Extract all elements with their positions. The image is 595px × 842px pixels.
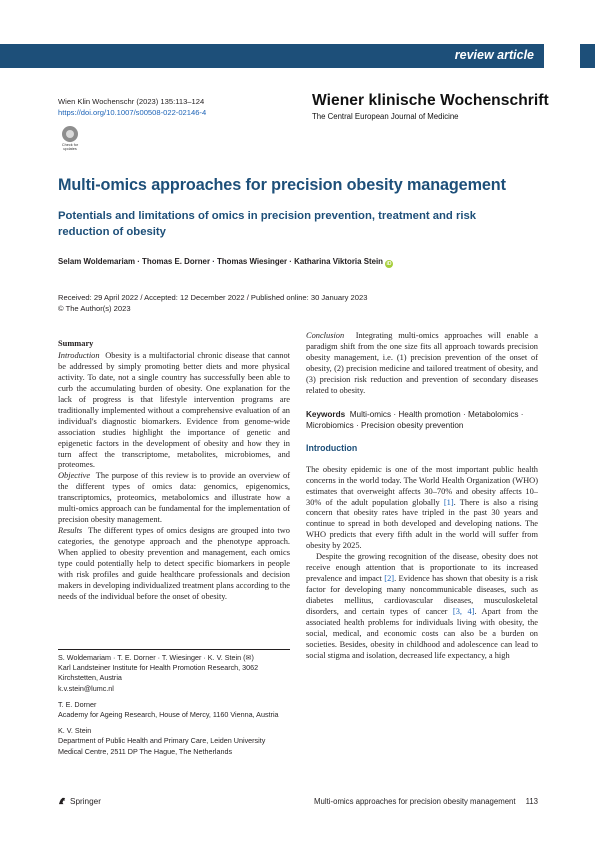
summary-introduction xyxy=(58,351,290,471)
citation-block xyxy=(58,96,206,118)
objective-text: The purpose of this review is to provide an overview of the different types of omics data: genomics, epigenomics, transcriptomics, proteomics, metabolomics and illustrate how a multi-omics approach can be fundamental for the implementation of precision obesity management. xyxy=(58,471,290,525)
publisher-logo xyxy=(58,797,101,806)
introduction-heading: Introduction xyxy=(306,442,358,453)
intro-p1-text-a: The obesity epidemic is one of the most important public health concerns in the world today. The World Health Organization (WHO) estimates that overweight affects 30–70% and obesity affects 10–30% of the adult population globally xyxy=(306,464,538,507)
keywords-label: Keywords xyxy=(306,409,346,419)
keywords-text: Multi-omics · Health promotion · Metabolomics · Microbiomics · Precision obesity prevention xyxy=(306,409,524,430)
intro-paragraph-2 xyxy=(306,552,538,662)
results-label: Results xyxy=(58,526,83,536)
check-updates-text: Check for updates xyxy=(61,143,79,152)
intro-paragraph-1 xyxy=(306,465,538,553)
journal-reference: Wien Klin Wochenschr (2023) 135:113–124 xyxy=(58,97,205,106)
conclusion-label: Conclusion xyxy=(306,331,345,340)
springer-horse-icon xyxy=(58,797,67,805)
affiliation-3-name: K. V. Stein xyxy=(58,726,92,736)
reference-link[interactable]: [2] xyxy=(384,574,395,584)
affiliation-1-authors: S. Woldemariam · T. E. Dorner · T. Wiesinger · K. V. Stein (✉) xyxy=(58,653,254,662)
orcid-icon[interactable]: iD xyxy=(386,261,392,267)
introduction-label: Introduction xyxy=(58,350,100,360)
author-list xyxy=(58,257,393,268)
left-column xyxy=(58,339,290,603)
running-footer xyxy=(314,797,538,806)
intro-p2-text-c: . Apart from the associated health problems for individuals living with obesity, the social, medical, and economic costs can also be a burden on societies. Besides, obesity in childhood and adolescence can lead to social stigma and isolation, decreased life expectancy, a high xyxy=(306,607,539,660)
results-text: The different types of omics designs are grouped into two categories, the genotype approach and the phenotype approach. When applied to obesity prevention and management, each omics type could potentially help to detect specific biomarkers in people with risk profiles and guide healthcare professionals and decision makers in developing individualized treatment plans according to the needs of the individual before the onset of obesity. xyxy=(58,526,290,601)
publication-dates xyxy=(58,293,367,314)
journal-name: Wiener klinische Wochenschrift xyxy=(312,92,549,109)
reference-link[interactable]: [3, 4] xyxy=(452,607,475,617)
article-subtitle: Potentials and limitations of omics in precision prevention, treatment and risk reduction of obesity xyxy=(58,210,477,238)
article-type-band xyxy=(0,44,544,68)
article-title: Multi-omics approaches for precision obesity management xyxy=(58,176,506,194)
affiliation-1-address: Karl Landsteiner Institute for Health Promotion Research, 3062 Kirchstetten, Austria xyxy=(58,663,259,683)
summary-results xyxy=(58,526,290,603)
check-for-updates-badge[interactable] xyxy=(59,126,81,150)
right-column xyxy=(306,331,538,662)
side-tab-marker xyxy=(580,44,595,68)
conclusion-text: Integrating multi-omics approaches will enable a paradigm shift from the one size fits all approach towards precision obesity management, i.e. (1) precision prevention of the onset of obesity, (2) precision medicine and tailored treatment of obesity, and (3) precision risk reduction and prevention of secondary diseases related to obesity. xyxy=(306,331,538,395)
affiliation-1-email[interactable]: k.v.stein@lumc.nl xyxy=(58,683,114,693)
affiliation-3 xyxy=(58,726,290,757)
check-updates-icon xyxy=(62,126,78,142)
publisher-name: Springer xyxy=(70,797,101,806)
affiliation-2-name: T. E. Dorner xyxy=(58,699,97,709)
dates-line: Received: 29 April 2022 / Accepted: 12 December 2022 / Published online: 30 January 2023 xyxy=(58,293,368,302)
running-title: Multi-omics approaches for precision obesity management xyxy=(314,797,516,806)
affiliation-3-address: Department of Public Health and Primary Care, Leiden University Medical Centre, 2511 DP The Hague, The Netherlands xyxy=(58,736,266,756)
introduction-text: Obesity is a multifactorial chronic disease that cannot be addressed by simply promoting better diets and more physical activity. To date, not a single country has successfully been able to curb the accumulating burden of obesity. One explanation for the lack of progress is that lifestyle intervention programs are traditionally implemented without a comprehensive evaluation of an individual's diagnostic biomarkers. Evidence from genome-wide association studies highlight the importance of genetic and epigenetic factors in the development of obesity and how they in turn affect the transcriptome, metabolites, microbiomes, and proteomes. xyxy=(58,350,290,470)
article-type-label: review article xyxy=(454,48,534,62)
intro-p2-text-a: Despite the growing recognition of the disease, obesity does not receive enough attention that is proportionate to its increased prevalence and impact xyxy=(306,552,538,584)
author-names: Selam Woldemariam · Thomas E. Dorner · Thomas Wiesinger · Katharina Viktoria Stein xyxy=(58,257,383,266)
copyright-line: © The Author(s) 2023 xyxy=(58,303,131,313)
intro-p1-text-b: . There is also a rising concern that obesity rates have tripled in the past 30 years and continue to spread in both developed and developing nations. The WHO predicts that every fifth adult in the world will suffer from obesity by 2025. xyxy=(306,497,539,551)
objective-label: Objective xyxy=(58,471,91,481)
summary-heading: Summary xyxy=(58,339,94,348)
doi-link[interactable]: https://doi.org/10.1007/s00508-022-02146-4 xyxy=(58,108,207,117)
page-number: 113 xyxy=(525,797,538,806)
intro-p2-text-b: . Evidence has shown that obesity is a risk factor for developing many noncommunicable diseases, such as diabetes mellitus, cardiovascular diseases, musculoskeletal disorders, and certain types of cancer xyxy=(306,574,538,617)
reference-link[interactable]: [1] xyxy=(443,497,454,507)
affiliation-2-address: Academy for Ageing Research, House of Mercy, 1160 Vienna, Austria xyxy=(58,710,279,720)
affiliation-2 xyxy=(58,700,290,720)
affiliation-1 xyxy=(58,653,290,694)
summary-conclusion xyxy=(306,331,538,397)
summary-objective xyxy=(58,471,290,526)
keywords xyxy=(306,409,538,431)
affiliations xyxy=(58,649,290,763)
journal-subtitle: The Central European Journal of Medicine xyxy=(312,112,459,121)
